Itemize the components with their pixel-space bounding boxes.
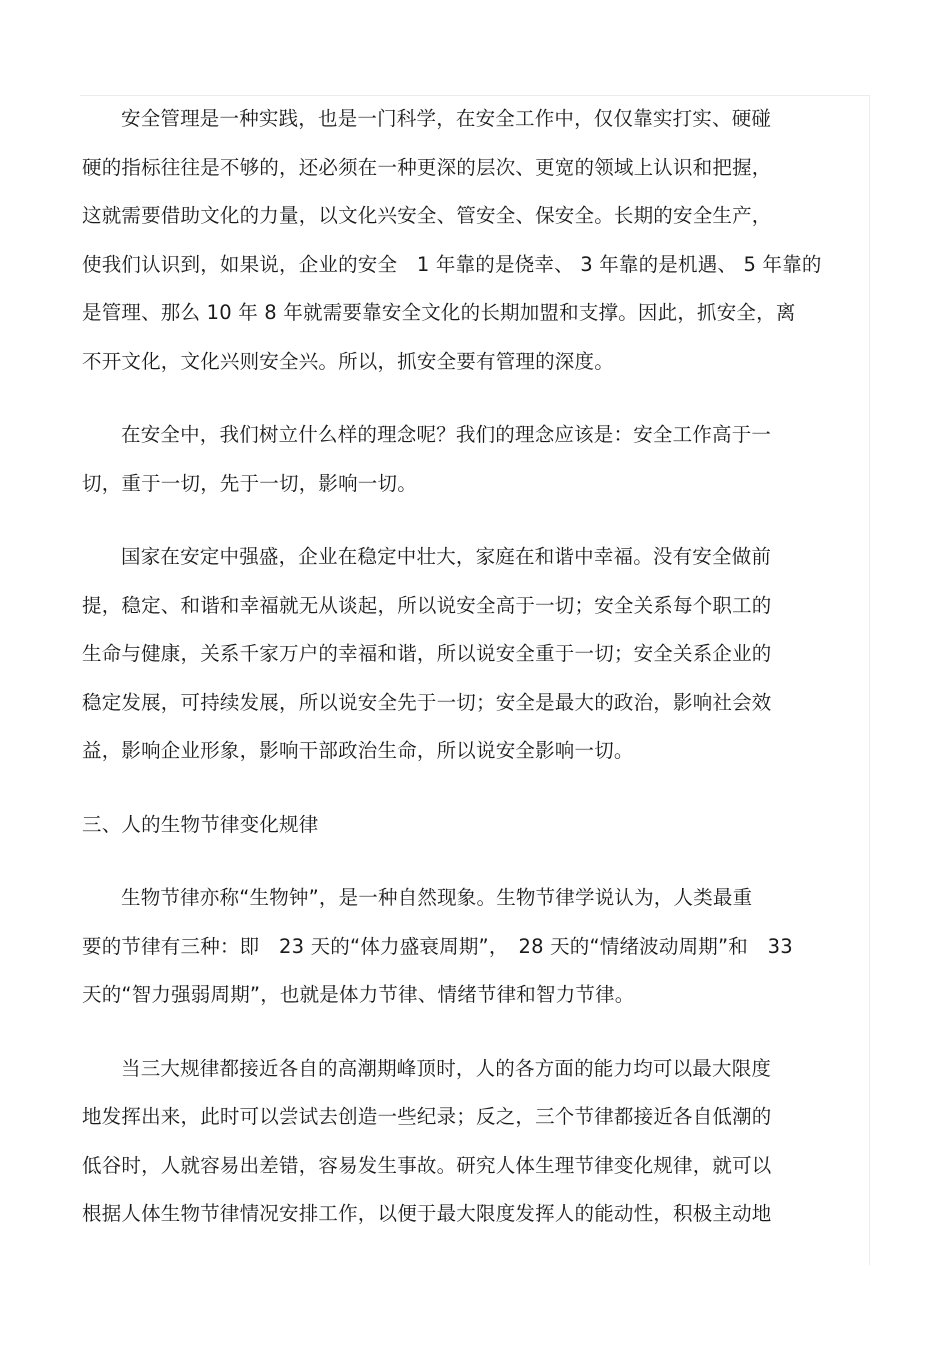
- text-line: 提，稳定、和谐和幸福就无从谈起，所以说安全高于一切；安全关系每个职工的: [82, 593, 772, 617]
- text-line: 硬的指标往往是不够的，还必须在一种更深的层次、更宽的领域上认识和把握，: [82, 155, 772, 179]
- text-line: 在安全中，我们树立什么样的理念呢？我们的理念应该是：安全工作高于一: [121, 423, 772, 446]
- text-line: 生命与健康，关系千家万户的幸福和谐，所以说安全重于一切；安全关系企业的: [82, 642, 772, 665]
- text-line: 低谷时，人就容易出差错，容易发生事故。研究人体生理节律变化规律，就可以: [82, 1153, 772, 1177]
- text-line: 稳定发展，可持续发展，所以说安全先于一切；安全是最大的政治，影响社会效: [82, 690, 772, 714]
- text-line: 是管理、那么 10 年 8 年就需要靠安全文化的长期加盟和支撑。因此，抓安全，离: [82, 301, 796, 324]
- text-line: 天的“智力强弱周期”，也就是体力节律、情绪节律和智力节律。: [82, 983, 635, 1006]
- document-body: [82, 95, 872, 1239]
- paragraph-national: [82, 533, 872, 776]
- paragraph-concept: [82, 411, 872, 508]
- text-line: 国家在安定中强盛，企业在稳定中壮大，家庭在和谐中幸福。没有安全做前: [121, 545, 772, 568]
- paragraph-biorhythm: [82, 874, 872, 1020]
- text-line: 当三大规律都接近各自的高潮期峰顶时，人的各方面的能力均可以最大限度: [121, 1056, 772, 1080]
- paragraph-culture: [82, 95, 872, 386]
- text-line: 切，重于一切，先于一切，影响一切。: [82, 471, 417, 495]
- text-line: 要的节律有三种：即 23 天的“体力盛衰周期”， 28 天的“情绪波动周期”和 33: [82, 934, 793, 958]
- section-heading-text: 三、人的生物节律变化规律: [82, 812, 319, 836]
- text-line: 这就需要借助文化的力量，以文化兴安全、管安全、保安全。长期的安全生产，: [82, 204, 772, 227]
- section-heading: [82, 801, 872, 850]
- paragraph-peak: [82, 1045, 872, 1239]
- text-line: 不开文化，文化兴则安全兴。所以，抓安全要有管理的深度。: [82, 349, 614, 373]
- text-line: 益，影响企业形象，影响干部政治生命，所以说安全影响一切。: [82, 739, 634, 762]
- text-line: 地发挥出来，此时可以尝试去创造一些纪录；反之，三个节律都接近各自低潮的: [82, 1105, 772, 1128]
- text-line: 根据人体生物节律情况安排工作，以便于最大限度发挥人的能动性，积极主动地: [82, 1202, 772, 1225]
- text-line: 使我们认识到，如果说，企业的安全 1 年靠的是侥幸、 3 年靠的是机遇、 5 年靠的: [82, 252, 822, 276]
- text-line: 生物节律亦称“生物钟”，是一种自然现象。生物节律学说认为，人类最重: [121, 886, 753, 909]
- text-line: 安全管理是一种实践，也是一门科学，在安全工作中，仅仅靠实打实、硬碰: [121, 107, 772, 130]
